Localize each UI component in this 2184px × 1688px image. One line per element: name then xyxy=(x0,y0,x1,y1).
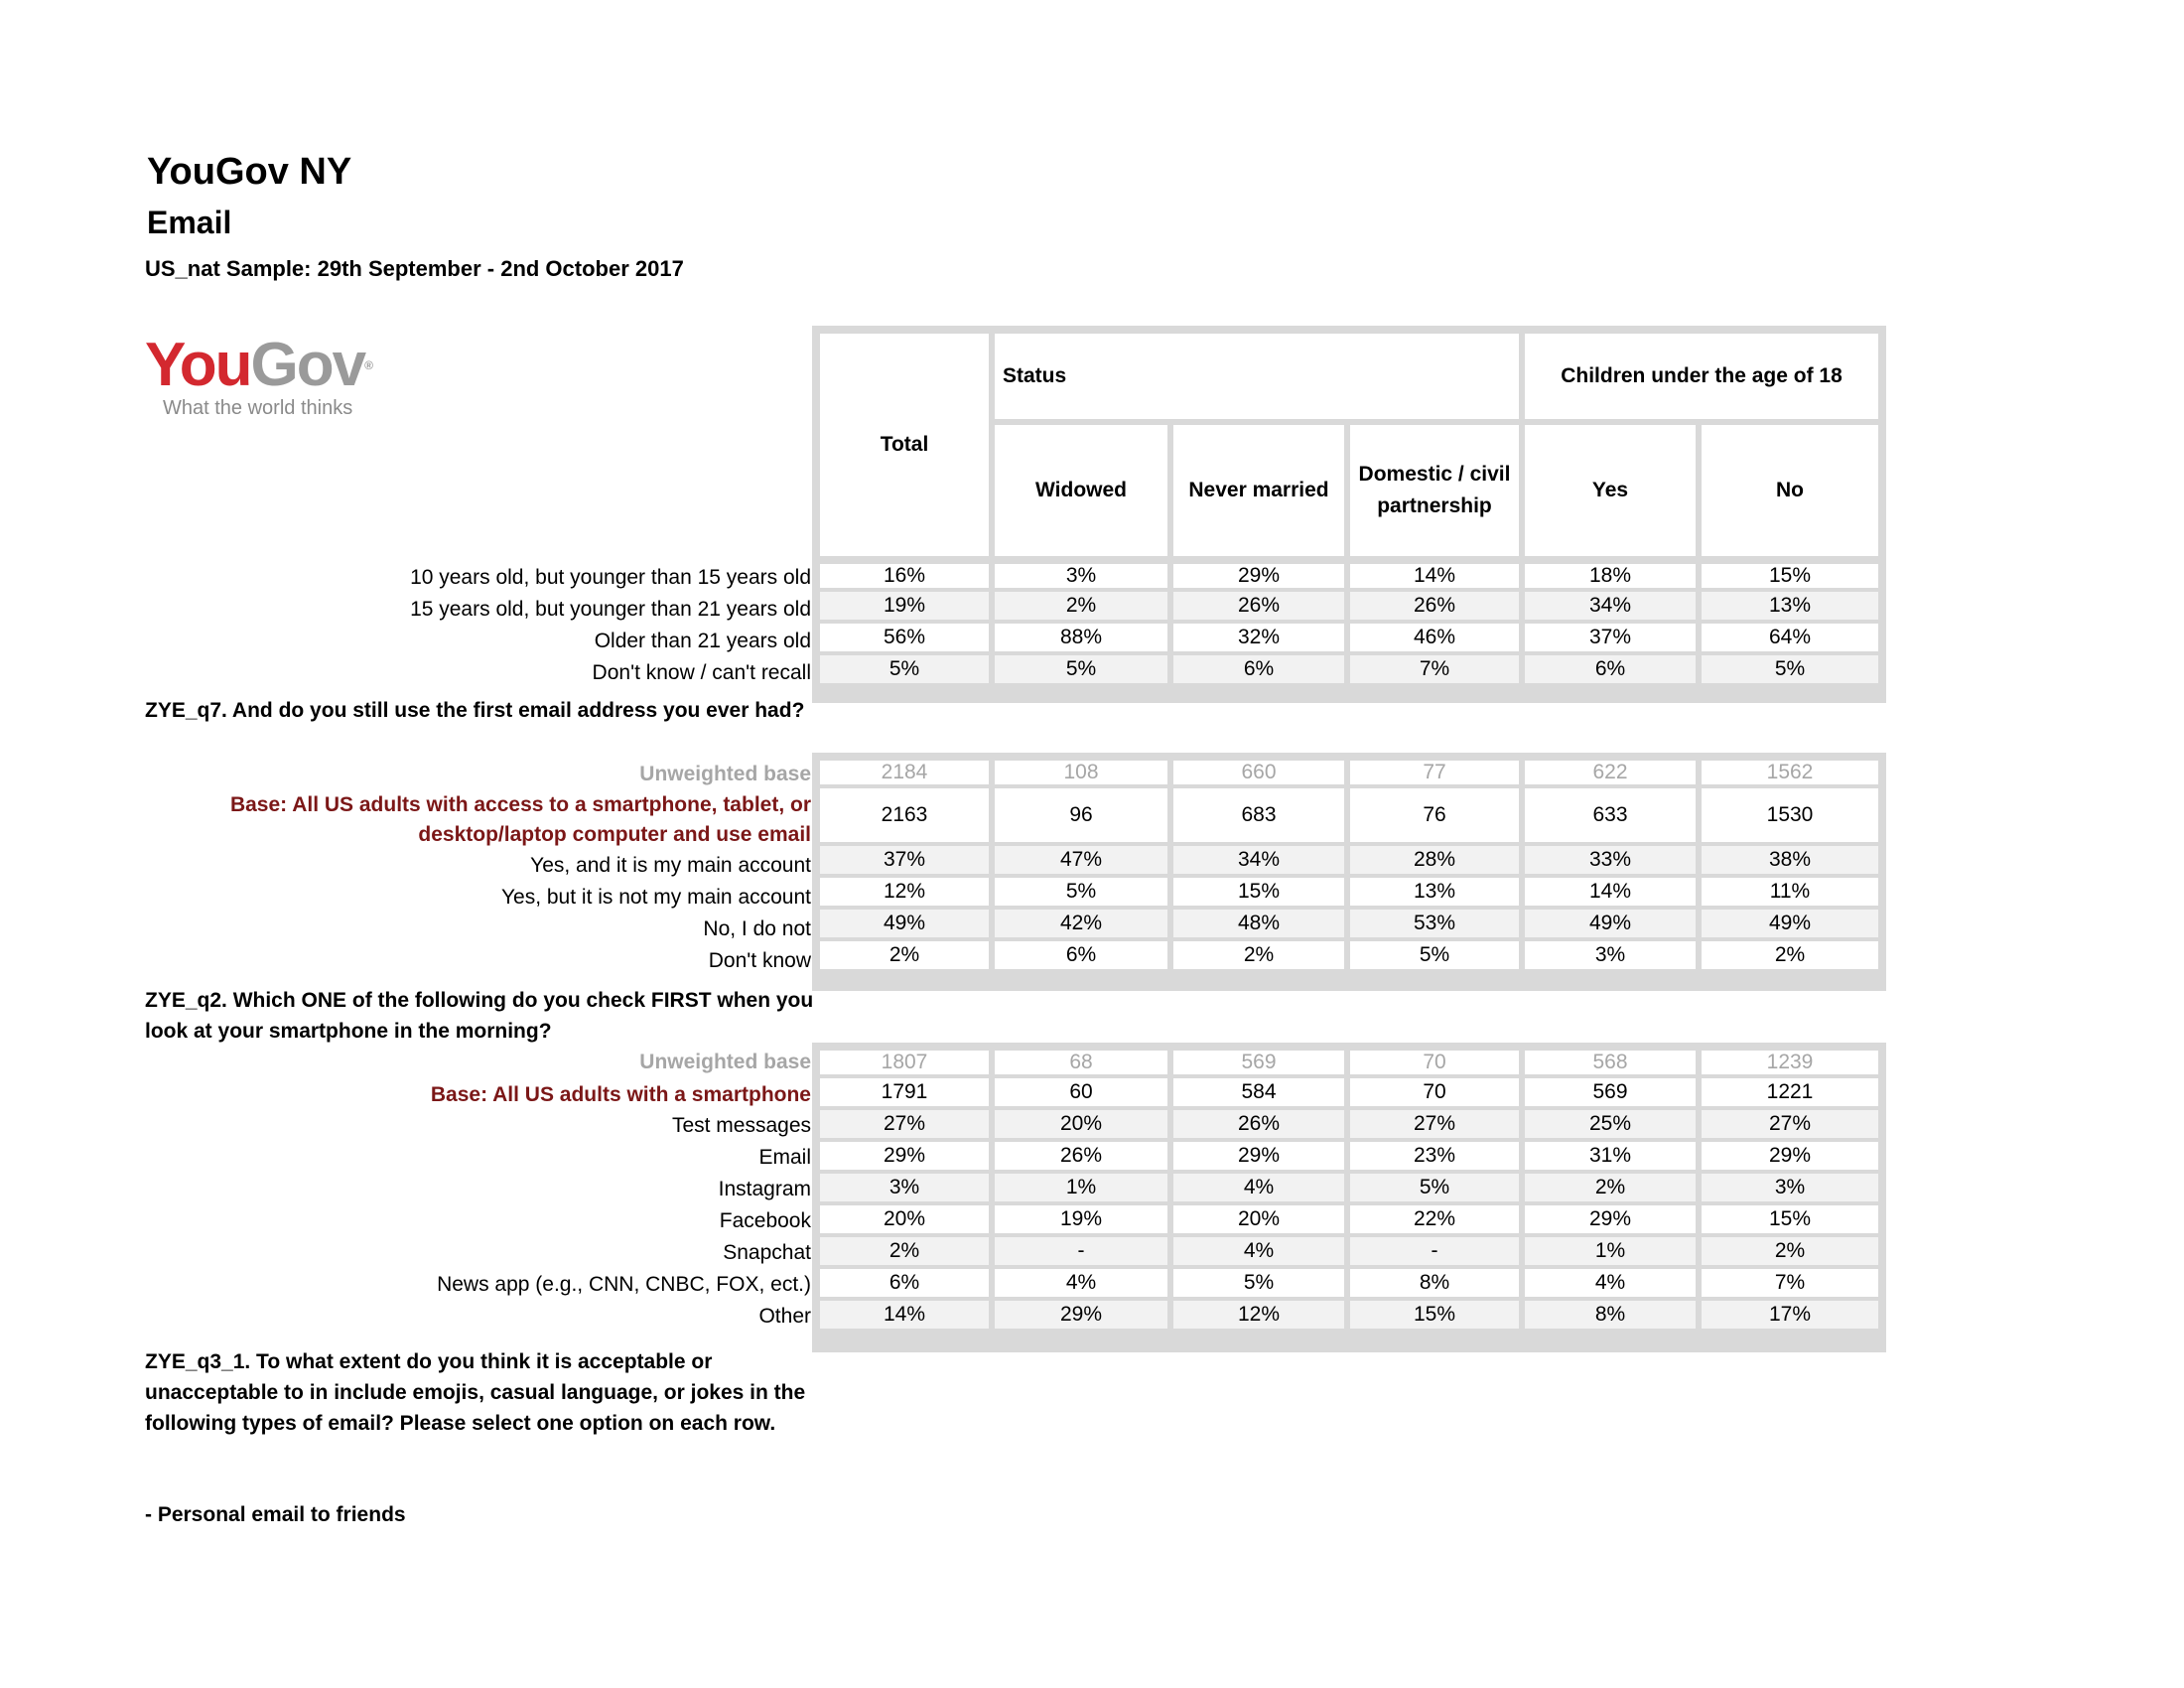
table-cell: 2% xyxy=(820,941,989,969)
table-cell: 584 xyxy=(1173,1078,1344,1106)
table-row xyxy=(812,1297,1886,1329)
row-label: Older than 21 years old xyxy=(594,630,811,652)
row-label: Test messages xyxy=(671,1114,811,1137)
table-cell: 660 xyxy=(1173,761,1344,784)
table-cell: 1% xyxy=(1525,1237,1696,1265)
table-cell: 38% xyxy=(1702,846,1878,874)
question-q2: ZYE_q2. Which ONE of the following do you check FIRST when you look at your smartphone in the morning? xyxy=(145,989,814,1043)
table-cell: 88% xyxy=(995,624,1167,651)
table-cell: 2163 xyxy=(820,788,989,842)
table-row xyxy=(812,1233,1886,1265)
table-cell: 29% xyxy=(1702,1142,1878,1170)
column-header-never-married: Never married xyxy=(1173,425,1344,556)
table-cell: 17% xyxy=(1702,1301,1878,1329)
table-cell: 47% xyxy=(995,846,1167,874)
table-cell: 13% xyxy=(1350,878,1519,906)
table-cell: 3% xyxy=(1525,941,1696,969)
table-row xyxy=(812,874,1886,906)
table-cell: 48% xyxy=(1173,910,1344,937)
table-cell: 29% xyxy=(1173,1142,1344,1170)
table-cell: 8% xyxy=(1350,1269,1519,1297)
table-cell: 31% xyxy=(1525,1142,1696,1170)
row-label: 10 years old, but younger than 15 years old xyxy=(410,566,811,589)
table-block-q2 xyxy=(812,1043,1886,1352)
column-header-no: No xyxy=(1702,425,1878,556)
table-cell: 49% xyxy=(820,910,989,937)
table-cell: 33% xyxy=(1525,846,1696,874)
table-row xyxy=(812,1138,1886,1170)
table-cell: 56% xyxy=(820,624,989,651)
table-cell: 7% xyxy=(1350,655,1519,683)
table-cell: 26% xyxy=(1173,1110,1344,1138)
table-cell: 37% xyxy=(820,846,989,874)
table-cell: 28% xyxy=(1350,846,1519,874)
table-row xyxy=(812,651,1886,683)
table-cell: 5% xyxy=(1350,1174,1519,1201)
row-label: Don't know xyxy=(708,949,811,972)
table-cell: 29% xyxy=(820,1142,989,1170)
table-cell: 15% xyxy=(1702,564,1878,588)
table-cell: 1562 xyxy=(1702,761,1878,784)
table-row-unweighted xyxy=(812,1043,1886,1074)
table-block-q7 xyxy=(812,753,1886,991)
table-cell: 53% xyxy=(1350,910,1519,937)
table-cell: 1791 xyxy=(820,1078,989,1106)
table-cell: 5% xyxy=(1702,655,1878,683)
question-q3-item: - Personal email to friends xyxy=(145,1503,406,1526)
logo-tagline: What the world thinks xyxy=(163,397,353,419)
table-cell: 3% xyxy=(820,1174,989,1201)
table-row xyxy=(812,588,1886,620)
table-cell: 64% xyxy=(1702,624,1878,651)
table-cell: 34% xyxy=(1525,592,1696,620)
table-cell: 569 xyxy=(1525,1078,1696,1106)
table-cell: 2% xyxy=(1702,1237,1878,1265)
table-cell: 12% xyxy=(820,878,989,906)
table-cell: 5% xyxy=(995,878,1167,906)
table-cell: 25% xyxy=(1525,1110,1696,1138)
column-header-grid xyxy=(812,326,1886,556)
table-cell: 2% xyxy=(1702,941,1878,969)
row-label: 15 years old, but younger than 21 years old xyxy=(410,598,811,621)
table-cell: 34% xyxy=(1173,846,1344,874)
table-row xyxy=(812,556,1886,588)
table-cell: 19% xyxy=(995,1205,1167,1233)
table-cell: 20% xyxy=(820,1205,989,1233)
table-cell: 6% xyxy=(820,1269,989,1297)
table-cell: 3% xyxy=(995,564,1167,588)
row-label: Facebook xyxy=(719,1209,811,1232)
table-cell: 23% xyxy=(1350,1142,1519,1170)
table-cell: 1221 xyxy=(1702,1078,1878,1106)
table-cell: 22% xyxy=(1350,1205,1519,1233)
table-cell: - xyxy=(995,1237,1167,1265)
table-cell: 108 xyxy=(995,761,1167,784)
table-cell: 1% xyxy=(995,1174,1167,1201)
table-cell: 8% xyxy=(1525,1301,1696,1329)
table-cell: 14% xyxy=(1350,564,1519,588)
table-cell: 6% xyxy=(1173,655,1344,683)
logo-registered: ® xyxy=(364,358,371,372)
table-cell: 15% xyxy=(1173,878,1344,906)
table-cell: 6% xyxy=(1525,655,1696,683)
table-cell: 6% xyxy=(995,941,1167,969)
table-cell: 569 xyxy=(1173,1051,1344,1074)
table-cell: 15% xyxy=(1702,1205,1878,1233)
row-label: Other xyxy=(758,1305,811,1328)
table-cell: 16% xyxy=(820,564,989,588)
table-cell: 15% xyxy=(1350,1301,1519,1329)
table-row xyxy=(812,1265,1886,1297)
column-header-total: Total xyxy=(820,334,989,556)
column-group-status: Status xyxy=(995,334,1519,419)
table-row-unweighted xyxy=(812,753,1886,784)
page-title: YouGov NY xyxy=(147,151,352,193)
table-cell: 2% xyxy=(820,1237,989,1265)
row-label-base: Base: All US adults with a smartphone xyxy=(430,1083,811,1106)
table-cell: 29% xyxy=(1173,564,1344,588)
table-cell: 46% xyxy=(1350,624,1519,651)
table-cell: 622 xyxy=(1525,761,1696,784)
yougov-logo xyxy=(145,331,383,425)
table-cell: 32% xyxy=(1173,624,1344,651)
row-label: Yes, and it is my main account xyxy=(530,854,811,877)
column-header-widowed: Widowed xyxy=(995,425,1167,556)
table-cell: 19% xyxy=(820,592,989,620)
table-cell: 5% xyxy=(1173,1269,1344,1297)
table-cell: 4% xyxy=(1173,1237,1344,1265)
table-cell: 5% xyxy=(820,655,989,683)
question-q3: ZYE_q3_1. To what extent do you think it is acceptable or unacceptable to in include emojis, casual language, or jokes in the following types of email? Please select one option on each row. xyxy=(145,1350,806,1435)
table-row xyxy=(812,620,1886,651)
row-label: Yes, but it is not my main account xyxy=(500,886,811,909)
table-cell: 568 xyxy=(1525,1051,1696,1074)
table-cell: 27% xyxy=(1702,1110,1878,1138)
row-label: News app (e.g., CNN, CNBC, FOX, ect.) xyxy=(437,1273,811,1296)
table-cell: 49% xyxy=(1525,910,1696,937)
table-cell: 2% xyxy=(1173,941,1344,969)
table-cell: 27% xyxy=(820,1110,989,1138)
row-label: No, I do not xyxy=(703,917,811,940)
question-q7: ZYE_q7. And do you still use the first email address you ever had? xyxy=(145,699,805,722)
table-cell: 4% xyxy=(1173,1174,1344,1201)
table-cell: 26% xyxy=(995,1142,1167,1170)
table-cell: 70 xyxy=(1350,1051,1519,1074)
table-cell: 29% xyxy=(995,1301,1167,1329)
table-cell: 14% xyxy=(820,1301,989,1329)
table-cell: 26% xyxy=(1173,592,1344,620)
table-cell: 1530 xyxy=(1702,788,1878,842)
table-cell: 20% xyxy=(995,1110,1167,1138)
table-cell: 76 xyxy=(1350,788,1519,842)
table-cell: 29% xyxy=(1525,1205,1696,1233)
table-cell: 2184 xyxy=(820,761,989,784)
table-cell: 4% xyxy=(995,1269,1167,1297)
row-label: Instagram xyxy=(718,1178,811,1200)
row-label-unweighted: Unweighted base xyxy=(639,1051,811,1073)
table-row xyxy=(812,1106,1886,1138)
table-block-age-first-email xyxy=(812,556,1886,703)
row-label: Don't know / can't recall xyxy=(592,661,811,684)
table-cell: 14% xyxy=(1525,878,1696,906)
table-cell: 5% xyxy=(1350,941,1519,969)
logo-you: You xyxy=(145,331,251,399)
table-row xyxy=(812,906,1886,937)
table-cell: 633 xyxy=(1525,788,1696,842)
column-header-yes: Yes xyxy=(1525,425,1696,556)
table-row-base xyxy=(812,1074,1886,1106)
table-cell: 77 xyxy=(1350,761,1519,784)
table-cell: 68 xyxy=(995,1051,1167,1074)
row-label-unweighted: Unweighted base xyxy=(639,763,811,785)
table-cell: 4% xyxy=(1525,1269,1696,1297)
table-cell: 683 xyxy=(1173,788,1344,842)
table-cell: 1239 xyxy=(1702,1051,1878,1074)
table-row xyxy=(812,842,1886,874)
logo-gov: Gov xyxy=(250,331,365,399)
table-cell: 2% xyxy=(1525,1174,1696,1201)
sample-info: US_nat Sample: 29th September - 2nd October 2017 xyxy=(145,256,684,281)
table-cell: 3% xyxy=(1702,1174,1878,1201)
table-cell: 96 xyxy=(995,788,1167,842)
table-cell: 49% xyxy=(1702,910,1878,937)
column-group-children: Children under the age of 18 xyxy=(1525,334,1878,419)
table-cell: 27% xyxy=(1350,1110,1519,1138)
table-cell: 11% xyxy=(1702,878,1878,906)
row-label: Snapchat xyxy=(723,1241,811,1264)
table-cell: 7% xyxy=(1702,1269,1878,1297)
table-cell: 20% xyxy=(1173,1205,1344,1233)
table-row xyxy=(812,1170,1886,1201)
table-cell: 2% xyxy=(995,592,1167,620)
table-cell: 18% xyxy=(1525,564,1696,588)
table-cell: 12% xyxy=(1173,1301,1344,1329)
table-cell: - xyxy=(1350,1237,1519,1265)
table-row xyxy=(812,937,1886,969)
table-cell: 42% xyxy=(995,910,1167,937)
table-row-base xyxy=(812,784,1886,842)
table-cell: 70 xyxy=(1350,1078,1519,1106)
column-header-domestic: Domestic / civil partnership xyxy=(1350,425,1519,556)
table-cell: 5% xyxy=(995,655,1167,683)
table-cell: 60 xyxy=(995,1078,1167,1106)
table-row xyxy=(812,1201,1886,1233)
table-cell: 26% xyxy=(1350,592,1519,620)
row-label-base: Base: All US adults with access to a smartphone, tablet, or desktop/laptop computer and use email xyxy=(229,793,811,846)
table-cell: 37% xyxy=(1525,624,1696,651)
table-cell: 13% xyxy=(1702,592,1878,620)
page-subtitle: Email xyxy=(147,205,232,240)
table-cell: 1807 xyxy=(820,1051,989,1074)
row-label: Email xyxy=(758,1146,811,1169)
